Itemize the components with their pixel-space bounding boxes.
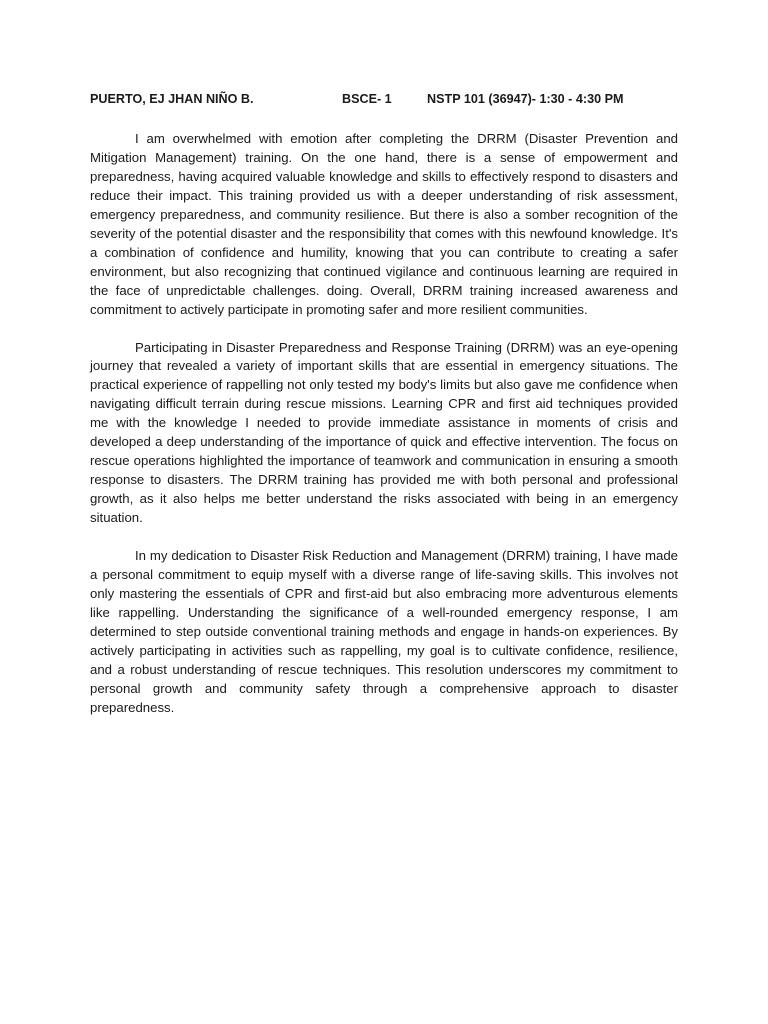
document-page: [90, 92, 678, 718]
paragraph-reflection: I am overwhelmed with emotion after completing the DRRM (Disaster Prevention and Mitigation Management) training. On the one hand, there is a sense of empowerment and preparedness, having acquired valuable knowledge and skills to effectively respond to disasters and reduce their impact. This training provided us with a deeper understanding of risk assessment, emergency preparedness, and community resilience. But there is also a somber recognition of the severity of the potential disaster and the responsibility that comes with this newfound knowledge. It's a combination of confidence and humility, knowing that you can contribute to creating a safer environment, but also recognizing that continued vigilance and continuous learning are required in the face of unpredictable challenges. doing. Overall, DRRM training increased awareness and commitment to actively participate in promoting safer and more resilient communities.: [90, 131, 678, 317]
course-section: BSCE- 1: [342, 92, 392, 106]
class-schedule: NSTP 101 (36947)- 1:30 - 4:30 PM: [427, 92, 624, 106]
paragraph-learnings: Participating in Disaster Preparedness and Response Training (DRRM) was an eye-opening journey that revealed a variety of important skills that are essential in emergency situations. The practical experience of rappelling not only tested my body's limits but also gave me confidence when navigating difficult terrain during rescue missions. Learning CPR and first aid techniques provided me with the knowledge I needed to provide immediate assistance in moments of crisis and developed a deep understanding of the importance of quick and effective intervention. The focus on rescue operations highlighted the importance of teamwork and communication in ensuring a smooth response to disasters. The DRRM training has provided me with both personal and professional growth, as it also helps me better understand the risks associated with being in an emergency situation.: [90, 339, 678, 526]
paragraph-commitment: In my dedication to Disaster Risk Reduction and Management (DRRM) training, I have made a personal commitment to equip myself with a diverse range of life-saving skills. This involves not only mastering the essentials of CPR and first-aid but also embracing more adventurous elements like rappelling. Understanding the significance of a well-rounded emergency response, I am determined to step outside conventional training methods and engage in hands-on experiences. By actively participating in activities such as rappelling, my goal is to cultivate confidence, resilience, and a robust understanding of rescue techniques. This resolution underscores my commitment to personal growth and community safety through a comprehensive approach to disaster preparedness.: [90, 548, 678, 715]
document-header: [90, 92, 678, 112]
student-name: PUERTO, EJ JHAN NIÑO B.: [90, 92, 254, 106]
